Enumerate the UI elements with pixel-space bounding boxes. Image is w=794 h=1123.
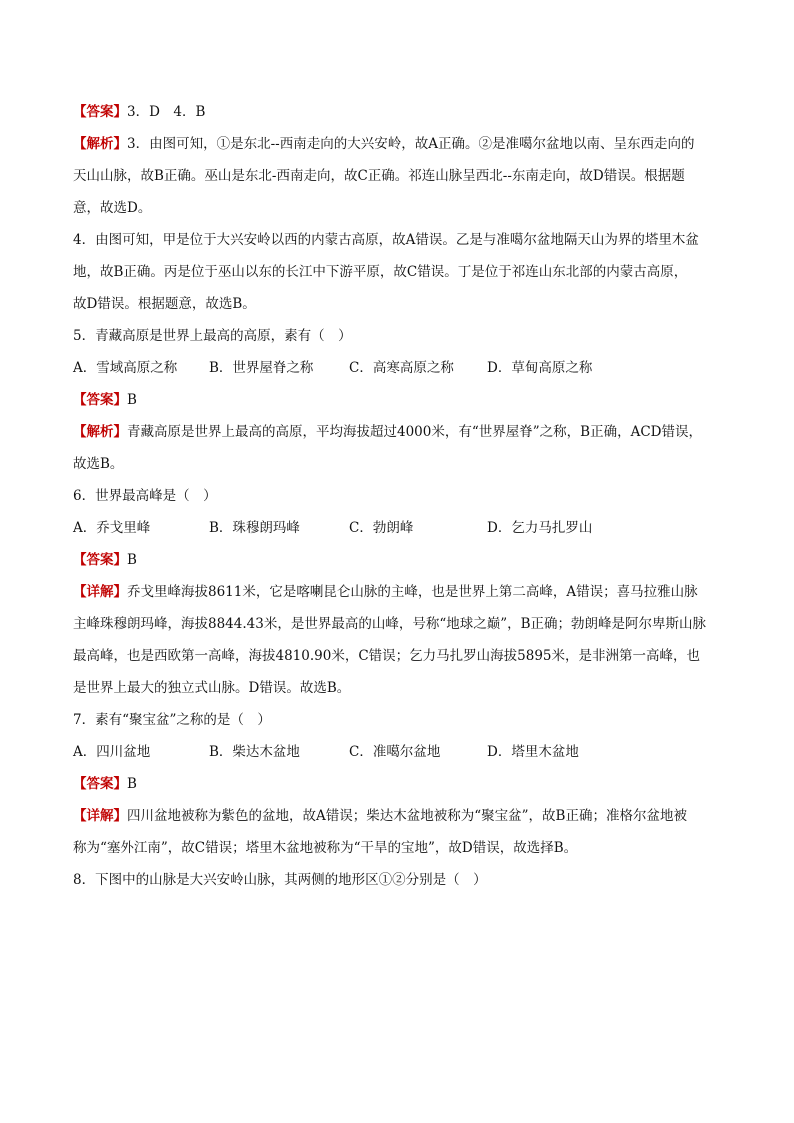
analysis-line-q5 (73, 423, 733, 441)
analysis-line: 意，故选D。 (73, 200, 152, 216)
option-a: A．乔戈里峰 (73, 520, 151, 536)
analysis-line: 地，故B正确。丙是位于巫山以东的长江中下游平原，故C错误。丁是位于祁连山东北部的内蒙古高原， (73, 264, 688, 280)
option-d: D．草甸高原之称 (487, 360, 593, 376)
detail-text: 乔戈里峰海拔8611米，它是喀喇昆仑山脉的主峰，也是世界上第二高峰，A错误；喜马拉雅山脉 (127, 584, 698, 600)
question-6: 6．世界最高峰是（ ） (73, 488, 217, 504)
analysis-tag: 【解析】 (73, 136, 127, 152)
detail-tag: 【详解】 (73, 808, 127, 824)
detail-line-q6 (73, 583, 733, 601)
answer-line-3-4 (73, 103, 733, 121)
answer-text: B (127, 552, 137, 568)
answer-tag: 【答案】 (73, 552, 127, 568)
option-a: A．雪域高原之称 (73, 360, 178, 376)
option-d: D．乞力马扎罗山 (487, 520, 593, 536)
option-c: C．高寒高原之称 (349, 360, 454, 376)
detail-text: 四川盆地被称为紫色的盆地，故A错误；柴达木盆地被称为“聚宝盆”，故B正确；准格尔盆地被 (127, 808, 687, 824)
analysis-line: 4．由图可知，甲是位于大兴安岭以西的内蒙古高原，故A错误。乙是与准噶尔盆地隔天山为界的塔里木盆 (73, 232, 699, 248)
options-q6 (73, 519, 733, 537)
option-b: B．柴达木盆地 (209, 744, 300, 760)
detail-tag: 【详解】 (73, 584, 127, 600)
options-q7 (73, 743, 733, 761)
analysis-text: 3．由图可知，①是东北--西南走向的大兴安岭，故A正确。②是准噶尔盆地以南、呈东西走向的 (127, 136, 695, 152)
answer-tag: 【答案】 (73, 104, 127, 120)
question-5: 5．青藏高原是世界上最高的高原，素有（ ） (73, 328, 352, 344)
option-a: A．四川盆地 (73, 744, 151, 760)
detail-line-q7 (73, 807, 733, 825)
answer-line-q6 (73, 551, 733, 569)
answer-line-q7 (73, 775, 733, 793)
analysis-line: 天山山脉，故B正确。巫山是东北-西南走向，故C正确。祁连山脉呈西北--东南走向，故D错误。根据题 (73, 168, 685, 184)
options-q5 (73, 359, 733, 377)
answer-text: B (127, 392, 137, 408)
detail-line: 是世界上最大的独立式山脉。D错误。故选B。 (73, 680, 351, 696)
option-d: D．塔里木盆地 (487, 744, 579, 760)
detail-line: 最高峰，也是西欧第一高峰，海拔4810.90米，C错误；乞力马扎罗山海拔5895米，是非洲第一高峰，也 (73, 648, 701, 664)
option-b: B．世界屋脊之称 (209, 360, 314, 376)
answer-line-q5 (73, 391, 733, 409)
answer-text: B (127, 776, 137, 792)
analysis-line: 故D错误。根据题意，故选B。 (73, 296, 256, 312)
answer-text: 3．D 4．B (127, 104, 206, 120)
answer-tag: 【答案】 (73, 776, 127, 792)
analysis-tag: 【解析】 (73, 424, 127, 440)
analysis-text: 青藏高原是世界上最高的高原，平均海拔超过4000米，有“世界屋脊”之称，B正确，ACD错误， (127, 424, 702, 440)
analysis-line: 故选B。 (73, 456, 124, 472)
detail-line: 称为“塞外江南”，故C错误；塔里木盆地被称为“干旱的宝地”，故D错误，故选择B。 (73, 840, 578, 856)
option-c: C．准噶尔盆地 (349, 744, 441, 760)
option-b: B．珠穆朗玛峰 (209, 520, 300, 536)
analysis-line (73, 135, 733, 153)
detail-line: 主峰珠穆朗玛峰，海拔8844.43米，是世界最高的山峰，号称“地球之巅”，B正确；勃朗峰是阿尔卑斯山脉 (73, 616, 707, 632)
question-7: 7．素有“聚宝盆”之称的是（ ） (73, 712, 271, 728)
question-8: 8．下图中的山脉是大兴安岭山脉，其两侧的地形区①②分别是（ ） (73, 872, 487, 888)
answer-tag: 【答案】 (73, 392, 127, 408)
option-c: C．勃朗峰 (349, 520, 414, 536)
